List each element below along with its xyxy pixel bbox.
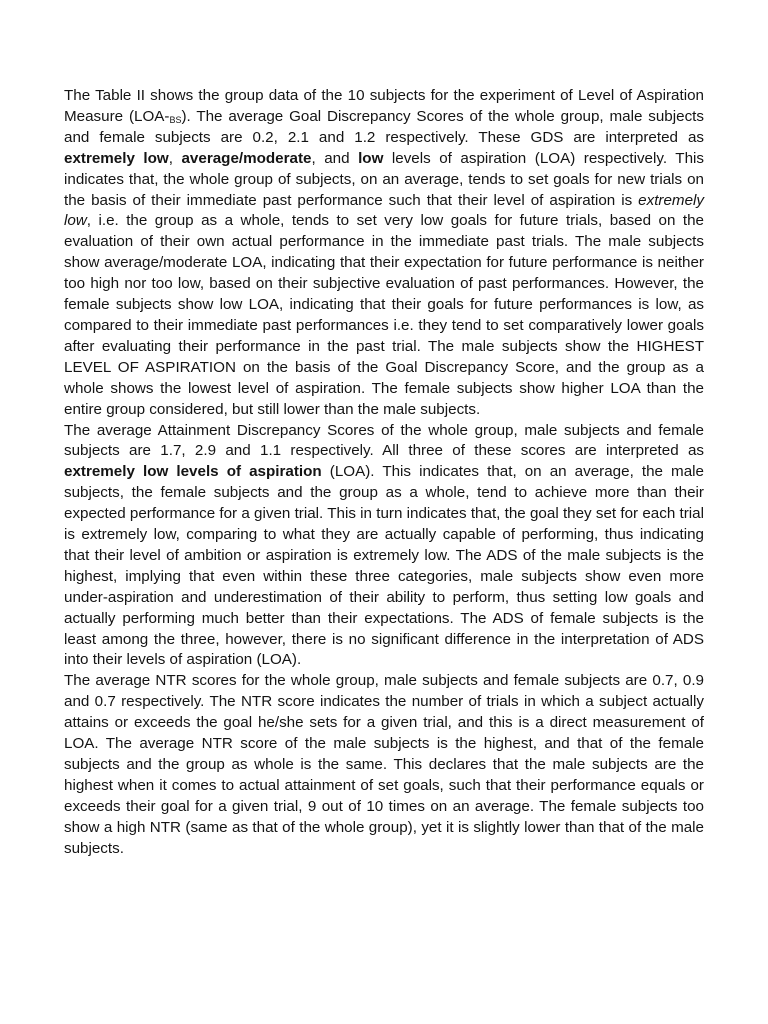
bold-text: low xyxy=(358,149,384,167)
bold-text: extremely low xyxy=(64,149,169,167)
paragraph-ntr xyxy=(64,671,704,859)
bold-text: extremely low levels of aspiration xyxy=(64,463,322,481)
text-run: The Table II shows the group data of the 10 subjects for the experiment of Level of Aspiration Measure (LOA- xyxy=(64,87,704,125)
text-run: , i.e. the group as a whole, tends to set very low goals for future trials, based on the evaluation of their own actual performance in the immediate past trials. The male subjects show average/moderate LOA, indicating that their expectation for future performance is neither too high nor too low, based on their subjective evaluation of past performances. However, the female subjects show low LOA, indicating that their goals for future performances is low, as compared to their immediate past performances i.e. they tend to set comparatively lower goals after evaluating their performance in the past trial. The male subjects show the HIGHEST LEVEL OF ASPIRATION on the basis of the Goal Discrepancy Score, and the group as a whole shows the lowest level of aspiration. The female subjects show higher LOA than the entire group considered, but still lower than the male subjects. xyxy=(64,212,704,418)
text-run: , and xyxy=(311,149,359,167)
text-run: , xyxy=(168,149,182,167)
text-run: The average NTR scores for the whole group, male subjects and female subjects are 0.7, 0.9 and 0.7 respectively. The NTR score indicates the number of trials in which a subject actually attains or exceeds the goal he/she sets for a given trial, and this is a direct measurement of LOA. The average NTR score of the male subjects is the highest, and that of the female subjects and the group as whole is the same. This declares that the male subjects are the highest when it comes to actual attainment of set goals, such that their performance equals or exceeds their goal for a given trial, 9 out of 10 times on an average. The female subjects too show a high NTR (same as that of the whole group), yet it is slightly lower than that of the male subjects. xyxy=(64,672,704,857)
subscript-bs: BS xyxy=(169,114,182,125)
italic-text: extremely low xyxy=(64,191,704,230)
text-run: levels of aspiration (LOA) respectively. This indicates that, the whole group of subjects, on an average, tends to set goals for new trials on the basis of their immediate past performance such that their level of aspiration is xyxy=(64,149,704,209)
paragraph-ads xyxy=(64,421,704,672)
text-run: The average Attainment Discrepancy Scores of the whole group, male subjects and female subjects are 1.7, 2.9 and 1.1 respectively. All three of these scores are interpreted as xyxy=(64,421,704,460)
document-body xyxy=(64,86,704,860)
bold-text: average/moderate xyxy=(181,149,312,167)
text-run: (LOA). This indicates that, on an average, the male subjects, the female subjects and the group as a whole, tend to achieve more than their expected performance for a given trial. This in turn indicates that, the goal they set for each trial is extremely low, comparing to what they are actually capable of performing, thus indicating that their level of ambition or aspiration is extremely low. The ADS of the male subjects is the highest, implying that even within these three categories, male subjects show even more under-aspiration and underestimation of their ability to perform, thus setting low goals and actually performing much better than their expectations. The ADS of female subjects is the least among the three, however, there is no significant difference in the interpretation of ADS into their levels of aspiration (LOA). xyxy=(64,463,704,669)
paragraph-gds xyxy=(64,86,704,421)
text-run: ). The average Goal Discrepancy Scores of the whole group, male subjects and female subjects are 0.2, 2.1 and 1.2 respectively. These GDS are interpreted as xyxy=(64,107,704,146)
